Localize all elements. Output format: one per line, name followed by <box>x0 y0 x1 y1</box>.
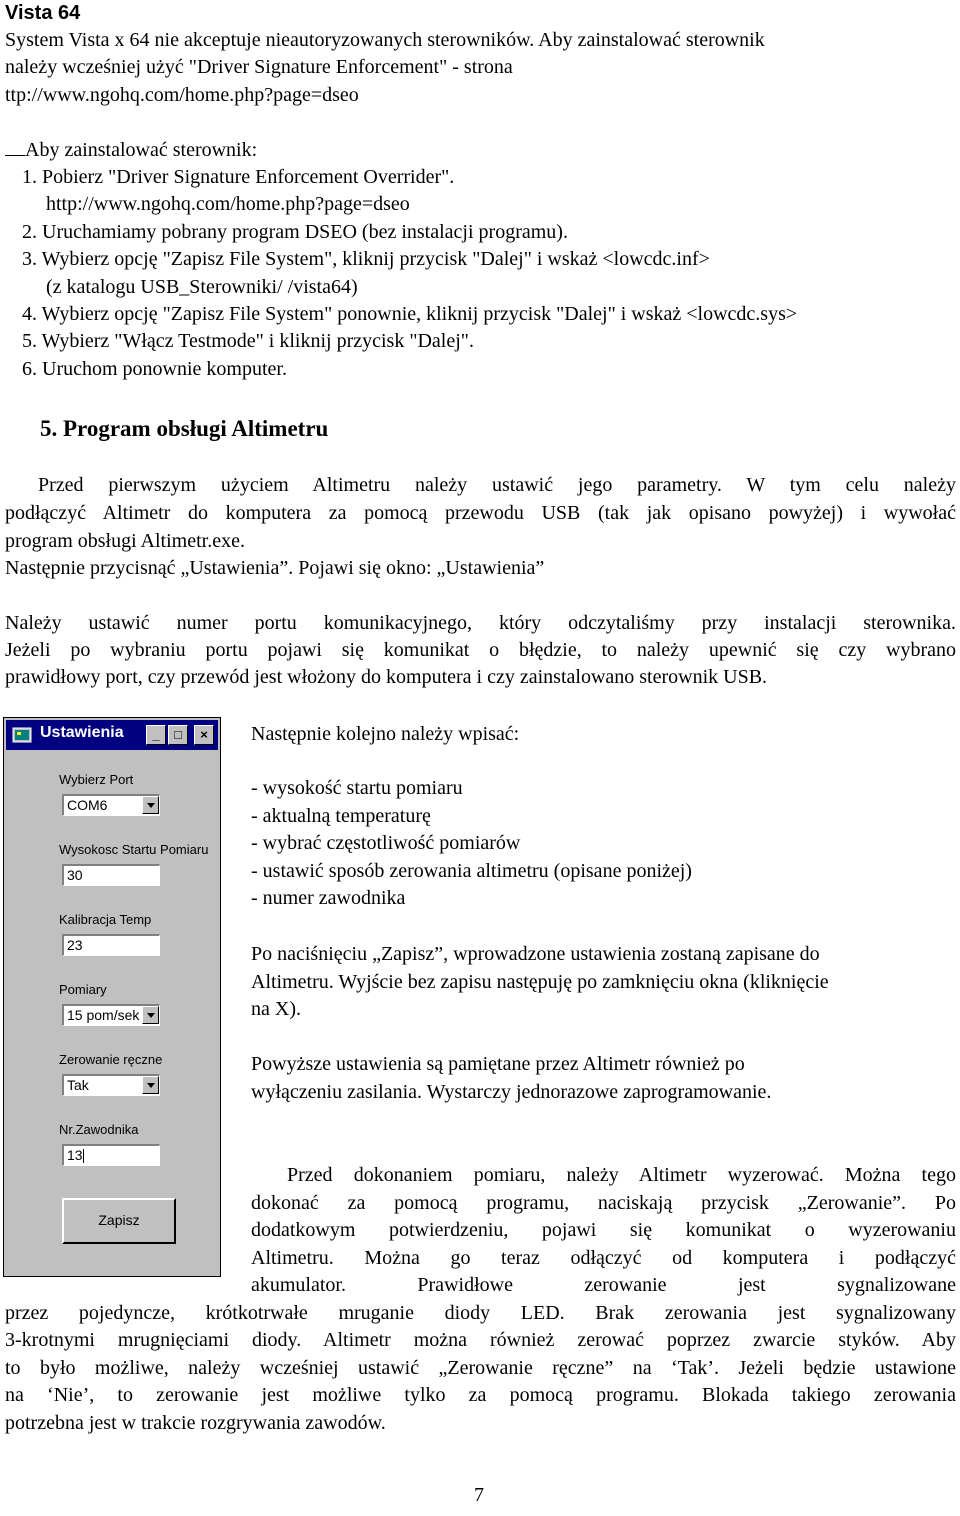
paragraph-line: dodatkowym potwierdzeniu, pojawi się komunikat o wyzerowaniu <box>251 1219 956 1241</box>
temp-input[interactable] <box>62 934 160 956</box>
section-title: 5. Program obsługi Altimetru <box>40 416 329 441</box>
chevron-down-icon[interactable] <box>142 1006 159 1024</box>
paragraph-line: przez pojedyncze, krótkotrwałe mruganie diody LED. Brak zerowania jest sygnalizowany <box>5 1302 956 1324</box>
paragraph-line: Powyższe ustawienia są pamiętane przez Altimetr również po <box>251 1053 745 1075</box>
chevron-down-icon[interactable] <box>142 1076 159 1094</box>
port-label: Wybierz Port <box>59 772 134 787</box>
zero-value: Tak <box>67 1077 89 1093</box>
list-item: - aktualną temperaturę <box>251 805 431 827</box>
paragraph-line: prawidłowy port, czy przewód jest włożony do komputera i czy zainstalowano sterownik USB. <box>5 666 768 688</box>
rate-label: Pomiary <box>59 982 107 997</box>
minimize-button[interactable]: _ <box>146 725 166 745</box>
rate-select[interactable] <box>62 1004 160 1026</box>
intro-line: należy wcześniej użyć "Driver Signature Enforcement" - strona <box>5 56 513 78</box>
settings-dialog <box>3 717 221 1277</box>
paragraph-line: Altimetru. Można go teraz odłączyć od komputera i podłączyć <box>251 1247 956 1269</box>
paragraph-line: Przed pierwszym użyciem Altimetru należy ustawić jego parametry. W tym celu należy <box>38 474 956 496</box>
id-input[interactable] <box>62 1144 160 1166</box>
paragraph-line: Jeżeli po wybraniu portu pojawi się komunikat o błędzie, to należy upewnić się czy wybrano <box>5 639 956 661</box>
paragraph-line: Przed dokonaniem pomiaru, należy Altimetr wyzerować. Można tego <box>287 1164 956 1186</box>
intro-link[interactable]: ttp://www.ngohq.com/home.php?page=dseo <box>5 84 359 106</box>
step-item: 4. Wybierz opcję "Zapisz File System" ponownie, kliknij przycisk "Dalej" i wskaż <lowcdc.sys> <box>22 303 798 325</box>
maximize-button[interactable]: □ <box>168 725 188 745</box>
temp-label: Kalibracja Temp <box>59 912 152 927</box>
paragraph-line: Należy ustawić numer portu komunikacyjnego, który odczytaliśmy przy instalacji sterownika. <box>5 612 956 634</box>
list-item: - wysokość startu pomiaru <box>251 777 463 799</box>
save-button[interactable]: Zapisz <box>62 1198 176 1244</box>
height-label: Wysokosc Startu Pomiaru <box>59 842 209 857</box>
text-cursor <box>83 1149 84 1163</box>
page-number: 7 <box>474 1484 484 1506</box>
intro-line: System Vista x 64 nie akceptuje nieautoryzowanych sterowników. Aby zainstalować sterownik <box>5 29 765 51</box>
step-item: 3. Wybierz opcję "Zapisz File System", kliknij przycisk "Dalej" i wskaż <lowcdc.inf> <box>22 248 710 270</box>
list-item: - numer zawodnika <box>251 887 406 909</box>
paragraph-line: akumulator. Prawidłowe zerowanie jest sygnalizowane <box>251 1274 956 1296</box>
paragraph-line: Altimetru. Wyjście bez zapisu następuję po zamknięciu okna (kliknięcie <box>251 971 829 993</box>
paragraph-line: wyłączeniu zasilania. Wystarczy jednorazowe zaprogramowanie. <box>251 1081 772 1103</box>
height-value: 30 <box>67 867 83 883</box>
zero-select[interactable] <box>62 1074 160 1096</box>
id-label: Nr.Zawodnika <box>59 1122 139 1137</box>
paragraph-line: to było możliwe, należy wcześniej ustawić „Zerowanie ręczne” na ‘Tak’. Jeżeli będzie ustawione <box>5 1357 956 1379</box>
paragraph-line: program obsługi Altimetr.exe. <box>5 530 245 552</box>
page-heading: Vista 64 <box>5 2 81 24</box>
install-title-text: Aby zainstalować sterownik: <box>25 139 258 161</box>
height-input[interactable] <box>62 864 160 886</box>
dialog-titlebar[interactable] <box>6 720 218 750</box>
paragraph-line: na ‘Nie’, to zerowanie jest możliwe tylko za pomocą programu. Blokada takiego zerowania <box>5 1384 956 1406</box>
rate-value: 15 pom/sek <box>67 1007 140 1023</box>
zero-label: Zerowanie ręczne <box>59 1052 163 1067</box>
id-value: 13 <box>67 1147 83 1163</box>
paragraph-line: Następnie przycisnąć „Ustawienia”. Pojawi się okno: „Ustawienia” <box>5 557 545 579</box>
port-value: COM6 <box>67 797 108 813</box>
paragraph-line: potrzebna jest w trakcie rozgrywania zawodów. <box>5 1412 386 1434</box>
close-button[interactable]: × <box>194 725 214 745</box>
paragraph-line: podłączyć Altimetr do komputera za pomocą przewodu USB (tak jak opisano powyżej) i wywołać <box>5 502 956 524</box>
step-item: 5. Wybierz "Włącz Testmode" i kliknij przycisk "Dalej". <box>22 330 474 352</box>
right-intro: Następnie kolejno należy wpisać: <box>251 723 520 745</box>
dialog-title: Ustawienia <box>40 724 124 741</box>
paragraph-line: na X). <box>251 998 301 1020</box>
app-icon <box>12 725 32 745</box>
step-item: 1. Pobierz "Driver Signature Enforcement Overrider". <box>22 166 455 188</box>
paragraph-line: 3-krotnymi mrugnięciami diody. Altimetr można również zerować poprzez zwarcie styków. Aby <box>5 1329 956 1351</box>
port-select[interactable] <box>62 794 160 816</box>
install-title <box>5 137 257 163</box>
paragraph-line: Po naciśnięciu „Zapisz”, wprowadzone ustawienia zostaną zapisane do <box>251 943 820 965</box>
step-item: 2. Uruchamiamy pobrany program DSEO (bez instalacji programu). <box>22 221 568 243</box>
step-item: 6. Uruchom ponownie komputer. <box>22 358 287 380</box>
step-item: (z katalogu USB_Sterowniki/ /vista64) <box>46 276 358 298</box>
chevron-down-icon[interactable] <box>142 796 159 814</box>
list-item: - wybrać częstotliwość pomiarów <box>251 832 521 854</box>
paragraph-line: dokonać za pomocą programu, naciskają przycisk „Zerowanie”. Po <box>251 1192 956 1214</box>
temp-value: 23 <box>67 937 83 953</box>
list-item: - ustawić sposób zerowania altimetru (opisane poniżej) <box>251 860 692 882</box>
step-link[interactable]: http://www.ngohq.com/home.php?page=dseo <box>46 193 410 215</box>
